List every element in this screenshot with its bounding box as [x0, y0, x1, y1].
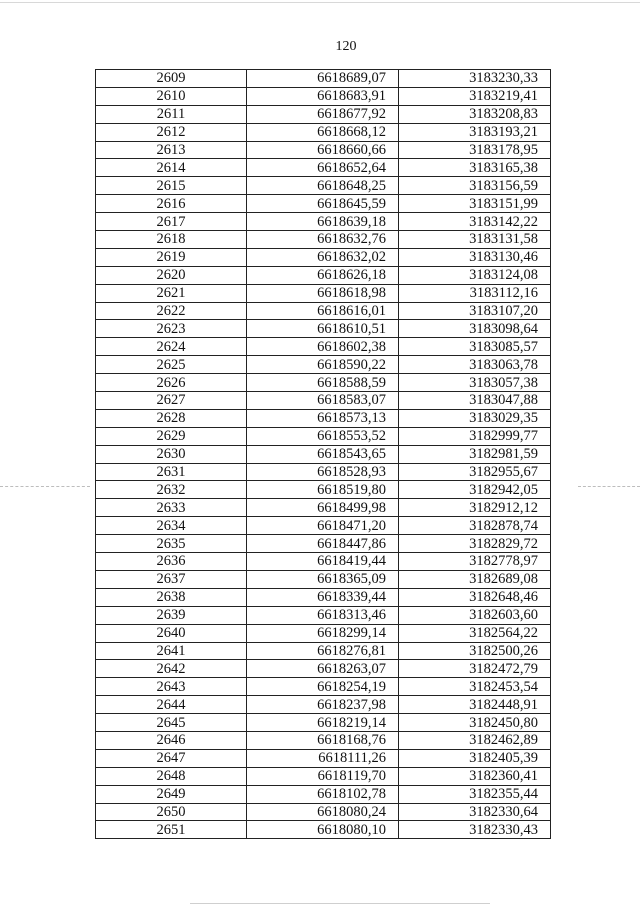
table-row	[96, 427, 551, 445]
point-number-cell: 2641	[96, 642, 247, 660]
point-number-cell: 2620	[96, 266, 247, 284]
y-coordinate-cell: 3183156,59	[399, 177, 551, 195]
x-coordinate-cell: 6618683,91	[247, 87, 399, 105]
table-row	[96, 284, 551, 302]
table-row	[96, 302, 551, 320]
y-coordinate-cell: 3182500,26	[399, 642, 551, 660]
x-coordinate-cell: 6618299,14	[247, 624, 399, 642]
table-row	[96, 517, 551, 535]
coordinates-table	[95, 69, 551, 839]
table-row	[96, 231, 551, 249]
table-row	[96, 481, 551, 499]
table-row	[96, 767, 551, 785]
point-number-cell: 2631	[96, 463, 247, 481]
y-coordinate-cell: 3182564,22	[399, 624, 551, 642]
y-coordinate-cell: 3182878,74	[399, 517, 551, 535]
x-coordinate-cell: 6618626,18	[247, 266, 399, 284]
x-coordinate-cell: 6618168,76	[247, 731, 399, 749]
table-row	[96, 749, 551, 767]
x-coordinate-cell: 6618689,07	[247, 70, 399, 88]
point-number-cell: 2640	[96, 624, 247, 642]
table-row	[96, 499, 551, 517]
y-coordinate-cell: 3183124,08	[399, 266, 551, 284]
bottom-edge-rule	[190, 903, 490, 904]
point-number-cell: 2615	[96, 177, 247, 195]
y-coordinate-cell: 3182778,97	[399, 553, 551, 571]
y-coordinate-cell: 3182955,67	[399, 463, 551, 481]
table-row	[96, 266, 551, 284]
table-row	[96, 195, 551, 213]
point-number-cell: 2621	[96, 284, 247, 302]
y-coordinate-cell: 3182330,64	[399, 803, 551, 821]
x-coordinate-cell: 6618237,98	[247, 696, 399, 714]
x-coordinate-cell: 6618677,92	[247, 105, 399, 123]
point-number-cell: 2623	[96, 320, 247, 338]
point-number-cell: 2624	[96, 338, 247, 356]
table-row	[96, 177, 551, 195]
y-coordinate-cell: 3183208,83	[399, 105, 551, 123]
right-fold-mark	[578, 486, 640, 487]
y-coordinate-cell: 3182472,79	[399, 660, 551, 678]
x-coordinate-cell: 6618080,24	[247, 803, 399, 821]
x-coordinate-cell: 6618219,14	[247, 714, 399, 732]
y-coordinate-cell: 3182405,39	[399, 749, 551, 767]
x-coordinate-cell: 6618616,01	[247, 302, 399, 320]
y-coordinate-cell: 3182450,80	[399, 714, 551, 732]
table-row	[96, 159, 551, 177]
page-number: 120	[335, 39, 357, 54]
x-coordinate-cell: 6618543,65	[247, 445, 399, 463]
x-coordinate-cell: 6618254,19	[247, 678, 399, 696]
x-coordinate-cell: 6618618,98	[247, 284, 399, 302]
point-number-cell: 2609	[96, 70, 247, 88]
point-number-cell: 2648	[96, 767, 247, 785]
point-number-cell: 2637	[96, 570, 247, 588]
table-row	[96, 714, 551, 732]
y-coordinate-cell: 3182360,41	[399, 767, 551, 785]
x-coordinate-cell: 6618528,93	[247, 463, 399, 481]
table-row	[96, 642, 551, 660]
x-coordinate-cell: 6618573,13	[247, 409, 399, 427]
y-coordinate-cell: 3183219,41	[399, 87, 551, 105]
y-coordinate-cell: 3182462,89	[399, 731, 551, 749]
y-coordinate-cell: 3182942,05	[399, 481, 551, 499]
table-row	[96, 570, 551, 588]
y-coordinate-cell: 3183151,99	[399, 195, 551, 213]
y-coordinate-cell: 3183131,58	[399, 231, 551, 249]
point-number-cell: 2625	[96, 356, 247, 374]
x-coordinate-cell: 6618668,12	[247, 123, 399, 141]
x-coordinate-cell: 6618553,52	[247, 427, 399, 445]
point-number-cell: 2644	[96, 696, 247, 714]
y-coordinate-cell: 3182355,44	[399, 785, 551, 803]
table-row	[96, 141, 551, 159]
table-row	[96, 660, 551, 678]
x-coordinate-cell: 6618590,22	[247, 356, 399, 374]
x-coordinate-cell: 6618632,02	[247, 248, 399, 266]
x-coordinate-cell: 6618339,44	[247, 588, 399, 606]
point-number-cell: 2639	[96, 606, 247, 624]
point-number-cell: 2630	[96, 445, 247, 463]
point-number-cell: 2611	[96, 105, 247, 123]
y-coordinate-cell: 3183178,95	[399, 141, 551, 159]
y-coordinate-cell: 3183057,38	[399, 374, 551, 392]
y-coordinate-cell: 3183047,88	[399, 392, 551, 410]
y-coordinate-cell: 3182453,54	[399, 678, 551, 696]
x-coordinate-cell: 6618588,59	[247, 374, 399, 392]
point-number-cell: 2629	[96, 427, 247, 445]
table-row	[96, 445, 551, 463]
y-coordinate-cell: 3182330,43	[399, 821, 551, 839]
y-coordinate-cell: 3183063,78	[399, 356, 551, 374]
point-number-cell: 2651	[96, 821, 247, 839]
table-row	[96, 213, 551, 231]
point-number-cell: 2618	[96, 231, 247, 249]
table-row	[96, 248, 551, 266]
y-coordinate-cell: 3182912,12	[399, 499, 551, 517]
table-row	[96, 535, 551, 553]
point-number-cell: 2612	[96, 123, 247, 141]
table-row	[96, 356, 551, 374]
x-coordinate-cell: 6618102,78	[247, 785, 399, 803]
y-coordinate-cell: 3183130,46	[399, 248, 551, 266]
x-coordinate-cell: 6618365,09	[247, 570, 399, 588]
table-row	[96, 123, 551, 141]
point-number-cell: 2634	[96, 517, 247, 535]
point-number-cell: 2643	[96, 678, 247, 696]
x-coordinate-cell: 6618499,98	[247, 499, 399, 517]
y-coordinate-cell: 3183230,33	[399, 70, 551, 88]
table-row	[96, 70, 551, 88]
x-coordinate-cell: 6618660,66	[247, 141, 399, 159]
point-number-cell: 2633	[96, 499, 247, 517]
point-number-cell: 2628	[96, 409, 247, 427]
point-number-cell: 2617	[96, 213, 247, 231]
table-row	[96, 87, 551, 105]
point-number-cell: 2626	[96, 374, 247, 392]
table-row	[96, 409, 551, 427]
x-coordinate-cell: 6618447,86	[247, 535, 399, 553]
table-row	[96, 731, 551, 749]
x-coordinate-cell: 6618602,38	[247, 338, 399, 356]
table-row	[96, 588, 551, 606]
x-coordinate-cell: 6618313,46	[247, 606, 399, 624]
table-row	[96, 696, 551, 714]
point-number-cell: 2616	[96, 195, 247, 213]
point-number-cell: 2632	[96, 481, 247, 499]
x-coordinate-cell: 6618111,26	[247, 749, 399, 767]
table-row	[96, 803, 551, 821]
x-coordinate-cell: 6618583,07	[247, 392, 399, 410]
point-number-cell: 2646	[96, 731, 247, 749]
point-number-cell: 2635	[96, 535, 247, 553]
y-coordinate-cell: 3183142,22	[399, 213, 551, 231]
y-coordinate-cell: 3183085,57	[399, 338, 551, 356]
point-number-cell: 2613	[96, 141, 247, 159]
y-coordinate-cell: 3182648,46	[399, 588, 551, 606]
y-coordinate-cell: 3182981,59	[399, 445, 551, 463]
y-coordinate-cell: 3183107,20	[399, 302, 551, 320]
table-row	[96, 553, 551, 571]
y-coordinate-cell: 3183098,64	[399, 320, 551, 338]
y-coordinate-cell: 3182448,91	[399, 696, 551, 714]
x-coordinate-cell: 6618632,76	[247, 231, 399, 249]
x-coordinate-cell: 6618639,18	[247, 213, 399, 231]
table-row	[96, 785, 551, 803]
point-number-cell: 2627	[96, 392, 247, 410]
point-number-cell: 2647	[96, 749, 247, 767]
y-coordinate-cell: 3182829,72	[399, 535, 551, 553]
y-coordinate-cell: 3183193,21	[399, 123, 551, 141]
x-coordinate-cell: 6618263,07	[247, 660, 399, 678]
x-coordinate-cell: 6618610,51	[247, 320, 399, 338]
x-coordinate-cell: 6618419,44	[247, 553, 399, 571]
point-number-cell: 2614	[96, 159, 247, 177]
point-number-cell: 2622	[96, 302, 247, 320]
table-row	[96, 392, 551, 410]
table-row	[96, 338, 551, 356]
table-row	[96, 374, 551, 392]
x-coordinate-cell: 6618276,81	[247, 642, 399, 660]
table-row	[96, 463, 551, 481]
left-fold-mark	[0, 486, 90, 487]
x-coordinate-cell: 6618471,20	[247, 517, 399, 535]
y-coordinate-cell: 3183165,38	[399, 159, 551, 177]
point-number-cell: 2638	[96, 588, 247, 606]
point-number-cell: 2650	[96, 803, 247, 821]
table-row	[96, 320, 551, 338]
x-coordinate-cell: 6618519,80	[247, 481, 399, 499]
y-coordinate-cell: 3182603,60	[399, 606, 551, 624]
coordinates-table-body	[96, 70, 551, 839]
table-row	[96, 105, 551, 123]
point-number-cell: 2636	[96, 553, 247, 571]
x-coordinate-cell: 6618119,70	[247, 767, 399, 785]
x-coordinate-cell: 6618080,10	[247, 821, 399, 839]
table-row	[96, 678, 551, 696]
point-number-cell: 2649	[96, 785, 247, 803]
x-coordinate-cell: 6618652,64	[247, 159, 399, 177]
x-coordinate-cell: 6618645,59	[247, 195, 399, 213]
y-coordinate-cell: 3183029,35	[399, 409, 551, 427]
table-row	[96, 606, 551, 624]
table-row	[96, 624, 551, 642]
y-coordinate-cell: 3182689,08	[399, 570, 551, 588]
y-coordinate-cell: 3183112,16	[399, 284, 551, 302]
table-row	[96, 821, 551, 839]
top-edge-rule	[0, 2, 640, 3]
point-number-cell: 2645	[96, 714, 247, 732]
point-number-cell: 2619	[96, 248, 247, 266]
x-coordinate-cell: 6618648,25	[247, 177, 399, 195]
point-number-cell: 2642	[96, 660, 247, 678]
point-number-cell: 2610	[96, 87, 247, 105]
y-coordinate-cell: 3182999,77	[399, 427, 551, 445]
